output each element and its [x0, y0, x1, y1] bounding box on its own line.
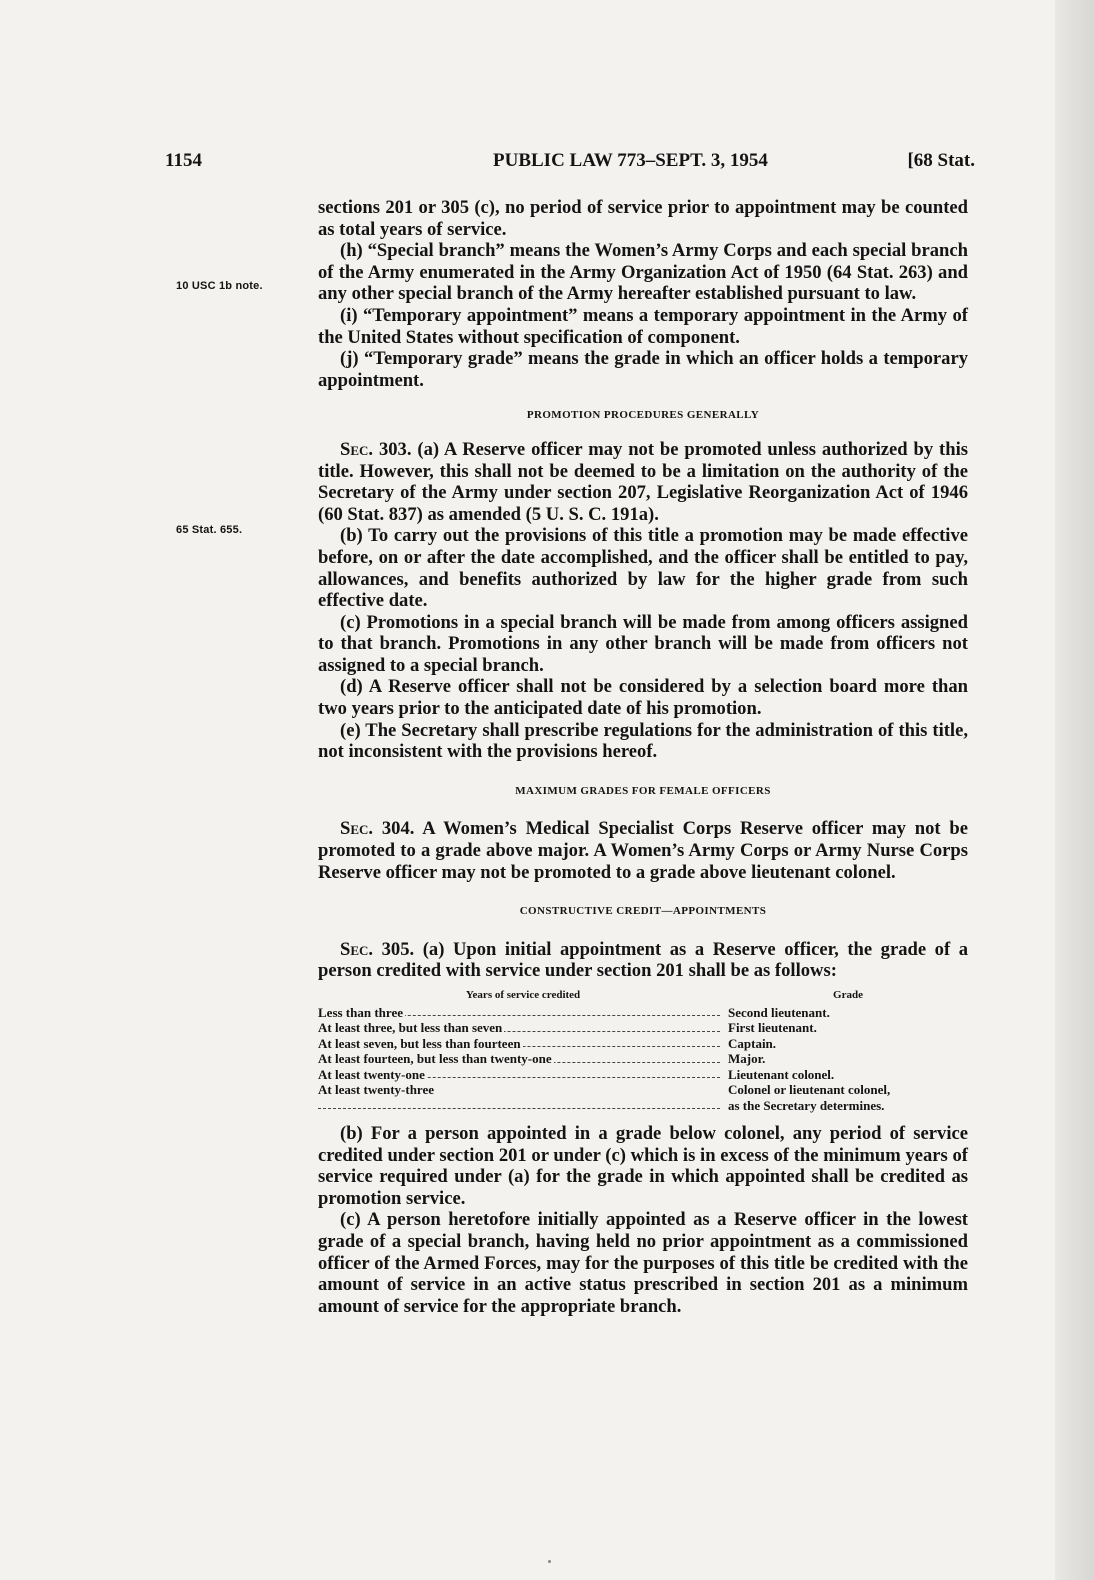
sec305-intro [318, 939, 968, 982]
sec303-a [318, 439, 968, 525]
grade-cell: Captain. [728, 1035, 777, 1051]
years-cell: Less than three [318, 1005, 728, 1021]
sec305-intro-text: 305. (a) Upon initial appointment as a Reserve officer, the grade of a person credited with service under section 201 shall be as follows: [318, 938, 968, 982]
running-title: PUBLIC LAW 773–SEPT. 3, 1954 [493, 150, 768, 171]
ink-speck [548, 1560, 551, 1563]
page-header [165, 150, 975, 180]
years-cell: At least twenty-one [318, 1067, 728, 1083]
paragraph-h: (h) “Special branch” means the Women’s Army Corps and each special branch of the Army enumerated in the Army Organization Act of 1950 (64 Stat. 263) and any other special branch of the Army hereafter established pursuant to law. [318, 240, 968, 305]
sec304-text [318, 818, 968, 883]
paragraph-j: (j) “Temporary grade” means the grade in which an officer holds a temporary appointment. [318, 348, 968, 391]
section-label: Sec. [340, 818, 374, 840]
heading-maximum-grades: MAXIMUM GRADES FOR FEMALE OFFICERS [515, 784, 771, 797]
table-row [318, 1036, 968, 1052]
grade-table-header [318, 988, 968, 1005]
grade-cell: Second lieutenant. [728, 1004, 830, 1020]
grade-cell: Lieutenant colonel. [728, 1066, 835, 1082]
years-cell: At least twenty-three [318, 1082, 728, 1113]
sec305-c: (c) A person heretofore initially appointed as a Reserve officer in the lowest grade of a special branch, having held no prior appointment as a commissioned officer of the Armed Forces, may for the purposes of this title be credited with the amount of service in an active status prescribed in section 201 as a minimum amount of service for the appropriate branch. [318, 1209, 968, 1317]
sec305-b: (b) For a person appointed in a grade below colonel, any period of service credited under section 201 or under (c) which is in excess of the minimum years of service required under (a) for the grade in which appointed shall be credited as promotion service. [318, 1123, 968, 1209]
sec303-d: (d) A Reserve officer shall not be considered by a selection board more than two years prior to the anticipated date of his promotion. [318, 676, 968, 720]
sec303-a-text: 303. (a) A Reserve officer may not be promoted unless authorized by this title. However, this shall not be deemed to be a limitation on the authority of the Secretary of the Army under section 207, Legislative Reorganization Act of 1946 (60 Stat. 837) as amended (5 U. S. C. 191a). [318, 438, 968, 525]
heading-promotion-procedures: PROMOTION PROCEDURES GENERALLY [526, 409, 760, 422]
table-row [318, 1020, 968, 1036]
page-number: 1154 [165, 150, 202, 171]
years-cell: At least three, but less than seven [318, 1020, 728, 1036]
paragraph-continuation: sections 201 or 305 (c), no period of service prior to appointment may be counted as total years of service. [318, 197, 968, 240]
document-body [318, 197, 968, 1317]
years-cell: At least seven, but less than fourteen [318, 1036, 728, 1052]
table-row [318, 1051, 968, 1067]
grade-cell: Major. [728, 1051, 766, 1066]
table-row [318, 1067, 968, 1083]
grade-table [318, 988, 968, 1113]
page-edge-shadow [1055, 0, 1094, 1580]
grade-cell: Colonel or lieutenant colonel, as the Secretary determines. [728, 1082, 968, 1113]
grade-cell: First lieutenant. [728, 1020, 817, 1035]
table-row [318, 1082, 968, 1113]
margin-note-usc: 10 USC 1b note. [176, 280, 263, 292]
paragraph-i: (i) “Temporary appointment” means a temporary appointment in the Army of the United States without specification of component. [318, 304, 968, 348]
section-label: Sec. [340, 438, 374, 460]
grade-note: as the Secretary determines. [728, 1097, 885, 1113]
section-label: Sec. [340, 938, 374, 960]
volume-reference: [68 Stat. [907, 150, 975, 171]
table-row [318, 1005, 968, 1021]
column-header-years: Years of service credited [465, 989, 581, 1001]
sec304-body: 304. A Women’s Medical Specialist Corps Reserve officer may not be promoted to a grade above major. A Women’s Army Corps or Army Nurse Corps Reserve officer may not be promoted to a grade above lieutenant colonel. [318, 818, 968, 883]
sec303-b: (b) To carry out the provisions of this title a promotion may be made effective before, on or after the date accomplished, and the officer shall be entitled to pay, allowances, and benefits authorized by law for the higher grade from such effective date. [318, 525, 968, 612]
margin-note-stat: 65 Stat. 655. [176, 524, 243, 536]
sec303-c: (c) Promotions in a special branch will be made from among officers assigned to that branch. Promotions in any other branch will be made from officers not assigned to a special branch. [318, 611, 968, 676]
years-cell: At least fourteen, but less than twenty-one [318, 1051, 728, 1067]
column-header-grade: Grade [833, 989, 863, 1001]
sec303-e: (e) The Secretary shall prescribe regulations for the administration of this title, not inconsistent with the provisions hereof. [318, 719, 968, 763]
heading-constructive-credit: CONSTRUCTIVE CREDIT—APPOINTMENTS [519, 905, 767, 918]
